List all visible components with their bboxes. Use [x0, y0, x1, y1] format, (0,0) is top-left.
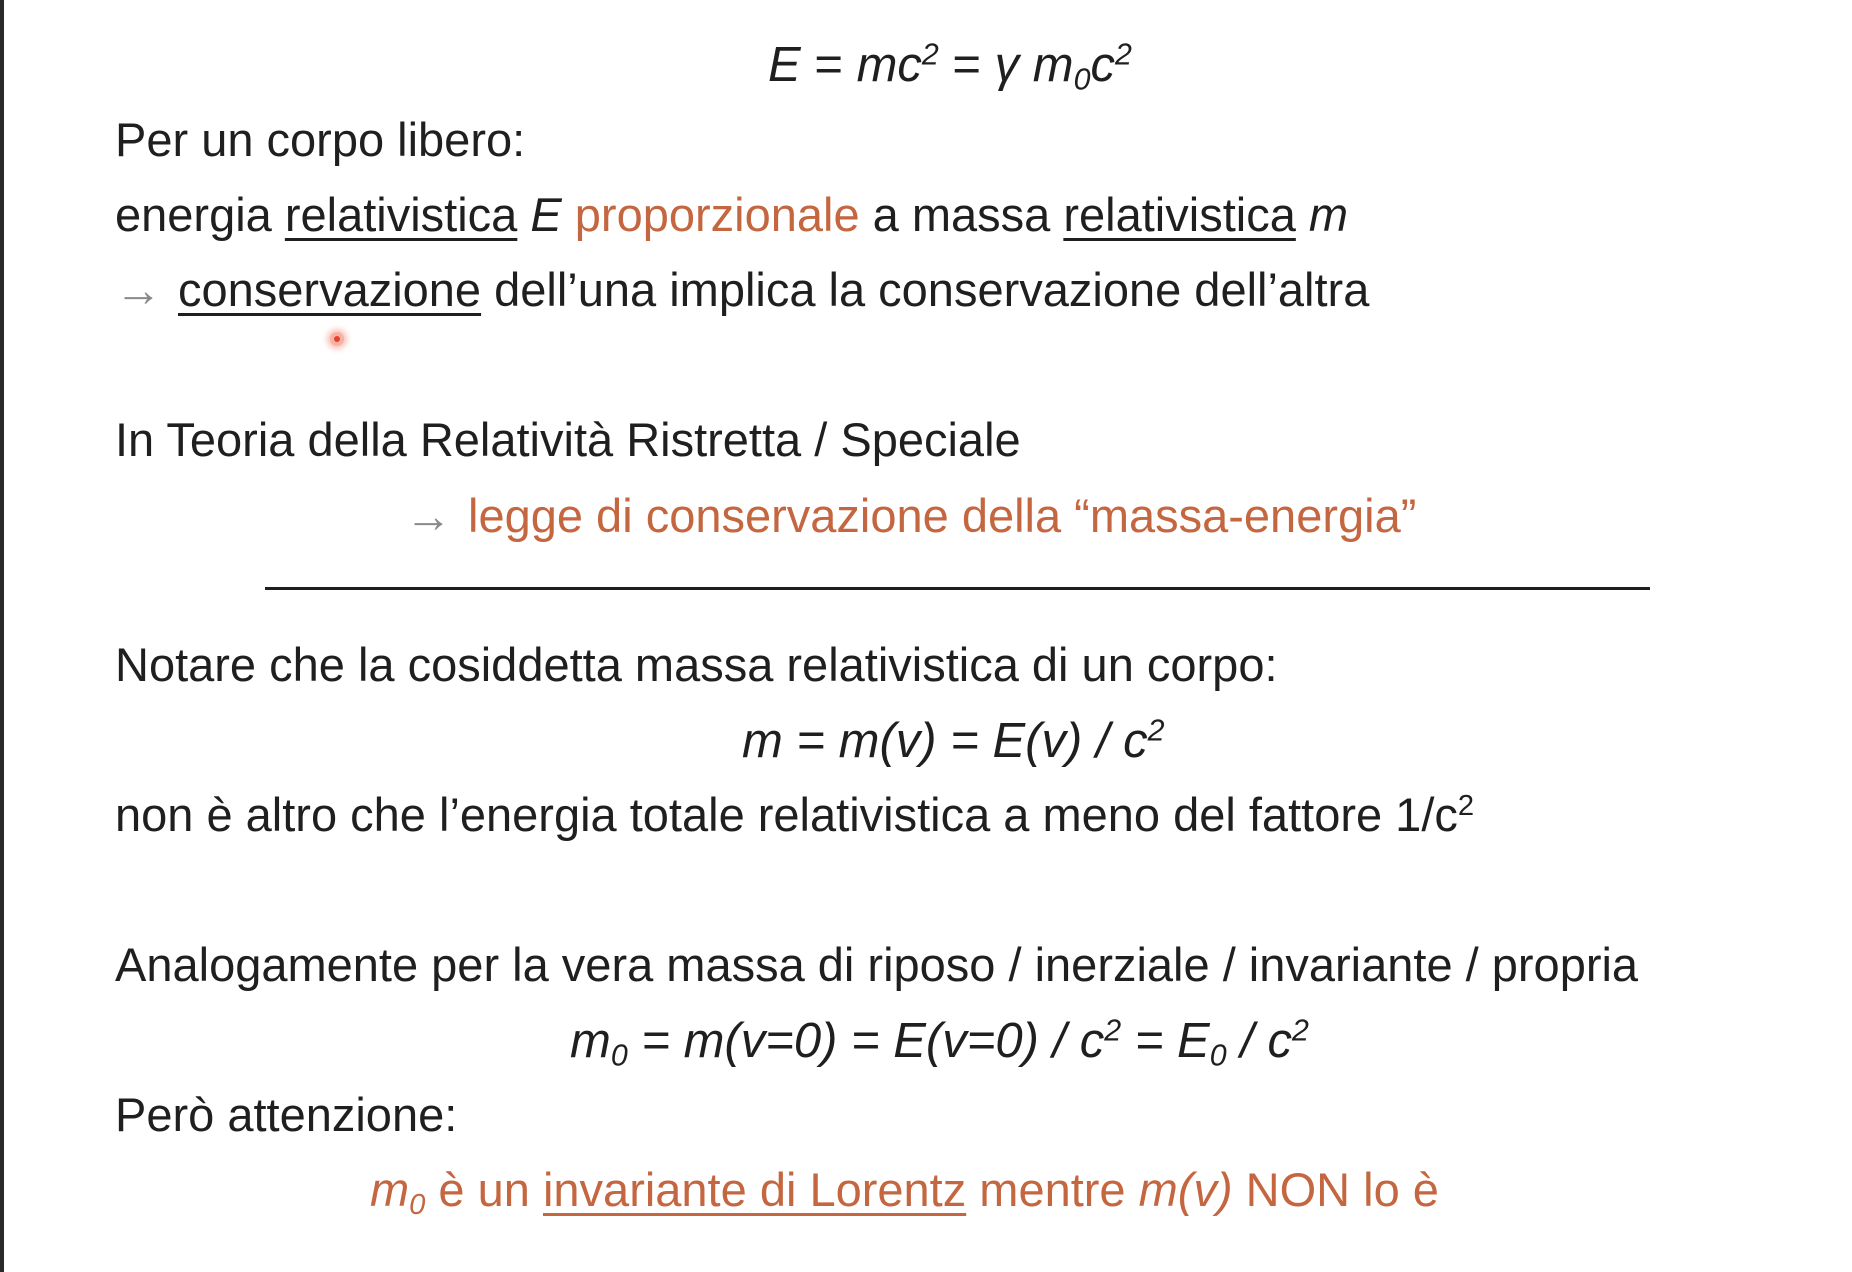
- line-relativistic-mass-note: Notare che la cosiddetta massa relativistica di un corpo:: [115, 638, 1278, 691]
- text: a massa: [872, 188, 1051, 241]
- arrow-icon: →: [405, 489, 452, 542]
- formula-c: c: [1090, 38, 1116, 92]
- superscript: 2: [1457, 789, 1475, 822]
- underlined-text: relativistica: [1063, 188, 1296, 241]
- text: NON lo è: [1245, 1163, 1439, 1216]
- formula-energy-mass: [768, 36, 1132, 97]
- var-E: E: [530, 188, 562, 241]
- line-conservation: [115, 262, 1369, 318]
- formula-subscript: 0: [1209, 1038, 1227, 1073]
- highlight-text: proporzionale: [574, 188, 860, 241]
- window-edge: [0, 0, 4, 1272]
- formula-text: = E: [1134, 1014, 1210, 1068]
- formula-square: 2: [921, 37, 939, 72]
- formula-m: m: [570, 1014, 611, 1068]
- formula-text: / c: [1240, 1014, 1292, 1068]
- formula-subscript: 0: [610, 1038, 628, 1073]
- line-attention: Però attenzione:: [115, 1088, 458, 1141]
- formula-gamma: γ: [994, 38, 1020, 92]
- var-m: m: [1308, 188, 1349, 241]
- formula-rest-mass: [570, 1012, 1309, 1073]
- line-energy-proportional: [115, 187, 1348, 243]
- formula-text: m = m(v) = E(v) / c: [742, 714, 1148, 768]
- formula-square: 2: [1292, 1013, 1309, 1048]
- formula-equals: =: [952, 38, 982, 92]
- line-lorentz-invariant: [370, 1162, 1439, 1222]
- formula-E: E: [768, 38, 801, 92]
- text: è un: [438, 1163, 530, 1216]
- formula-relativistic-mass: [742, 712, 1165, 770]
- text: energia: [115, 188, 272, 241]
- var-m: m: [370, 1163, 410, 1216]
- text: mentre: [979, 1163, 1126, 1216]
- formula-square: 2: [1104, 1013, 1122, 1048]
- underlined-text: relativistica: [284, 188, 518, 241]
- formula-m: m: [1032, 38, 1074, 92]
- text: non è altro che l’energia totale relativistica a meno del fattore 1/c: [115, 788, 1458, 841]
- line-rest-mass: Analogamente per la vera massa di riposo / inerziale / invariante / propria: [115, 938, 1639, 991]
- text: dell’una implica la conservazione dell’altra: [494, 263, 1370, 316]
- line-special-relativity: In Teoria della Relatività Ristretta / Speciale: [115, 413, 1021, 466]
- divider: [265, 587, 1650, 590]
- formula-equals: =: [814, 38, 843, 92]
- formula-square: 2: [1115, 37, 1132, 72]
- underlined-text: conservazione: [178, 263, 482, 316]
- line-total-energy: [115, 787, 1474, 843]
- arrow-icon: →: [115, 263, 162, 316]
- underlined-text: invariante di Lorentz: [542, 1163, 967, 1216]
- laser-pointer-icon: [330, 332, 344, 346]
- subscript: 0: [409, 1189, 426, 1222]
- formula-subscript: 0: [1073, 62, 1091, 97]
- line-free-body: Per un corpo libero:: [115, 113, 526, 166]
- formula-mc: mc: [856, 38, 922, 92]
- line-mass-energy-law: [405, 488, 1416, 544]
- highlight-text: legge di conservazione della “massa-energia”: [468, 489, 1417, 542]
- formula-square: 2: [1147, 713, 1165, 748]
- var-m-v: m(v): [1138, 1163, 1233, 1216]
- formula-text: = m(v=0) = E(v=0) / c: [641, 1014, 1105, 1068]
